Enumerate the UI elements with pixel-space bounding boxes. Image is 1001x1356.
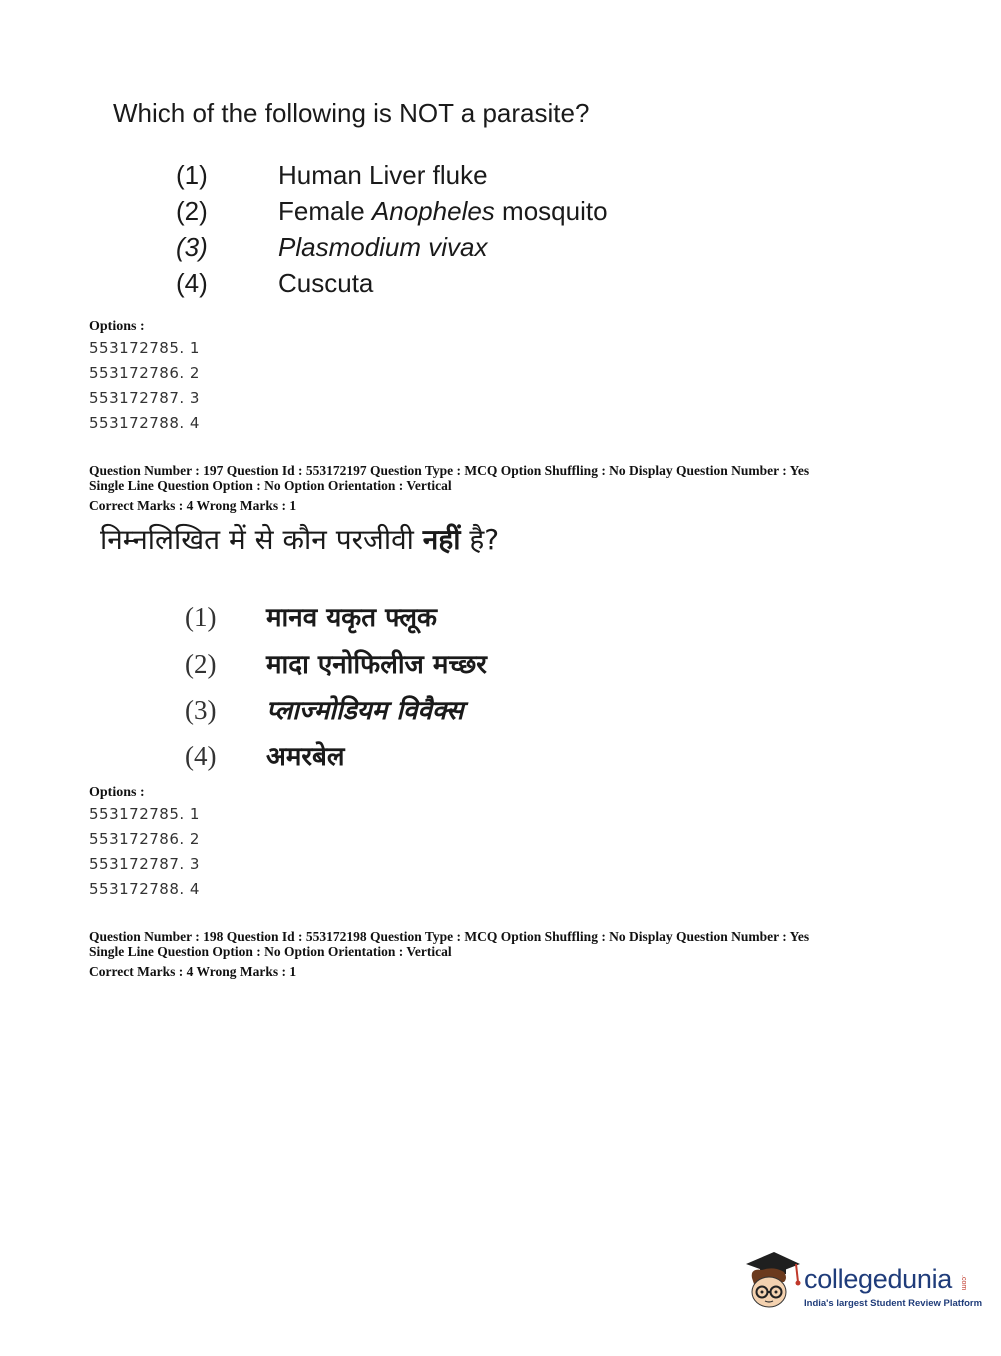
brand-tagline: India's largest Student Review Platform bbox=[804, 1298, 983, 1309]
brand-name: collegedunia bbox=[804, 1264, 953, 1294]
answer-option-3 bbox=[185, 691, 464, 727]
option-code: 553172787. 3 bbox=[89, 855, 200, 873]
option-text: Human Liver fluke bbox=[278, 160, 488, 190]
option-number: (1) bbox=[185, 602, 217, 632]
question-meta-line1: Question Number : 198 Question Id : 553172198 Question Type : MCQ Option Shuffling : No Display Question Number : Yes bbox=[89, 929, 810, 944]
answer-option-1 bbox=[185, 598, 437, 634]
option-text: मानव यकृत फ्लूक bbox=[266, 603, 437, 633]
option-code: 553172786. 2 bbox=[89, 830, 200, 848]
question-text-post: है? bbox=[460, 523, 500, 556]
option-number: (1) bbox=[176, 160, 208, 190]
answer-option-4 bbox=[176, 268, 373, 299]
question-meta-line2: Single Line Question Option : No Option Orientation : Vertical bbox=[89, 478, 452, 493]
question-text-pre: निम्नलिखित में से कौन परजीवी bbox=[100, 523, 423, 556]
answer-option-2 bbox=[185, 645, 487, 681]
option-code: 553172788. 4 bbox=[89, 880, 200, 898]
option-code: 553172786. 2 bbox=[89, 364, 200, 382]
option-number: (4) bbox=[185, 741, 217, 771]
option-text: Plasmodium vivax bbox=[278, 232, 488, 262]
option-code: 553172787. 3 bbox=[89, 389, 200, 407]
question-text-hi bbox=[100, 520, 499, 558]
student-mascot-icon bbox=[740, 1248, 802, 1312]
option-number: (2) bbox=[176, 196, 208, 226]
option-text: मादा एनोफिलीज मच्छर bbox=[266, 650, 487, 680]
option-number: (2) bbox=[185, 649, 217, 679]
question-marks: Correct Marks : 4 Wrong Marks : 1 bbox=[89, 964, 297, 979]
answer-option-4 bbox=[185, 737, 345, 773]
question-text-bold: नहीं bbox=[422, 523, 461, 556]
option-code: 553172788. 4 bbox=[89, 414, 200, 432]
brand-domain-suffix: .com bbox=[960, 1275, 967, 1291]
options-label: Options : bbox=[89, 319, 145, 334]
option-number: (3) bbox=[185, 695, 217, 725]
option-text: Cuscuta bbox=[278, 268, 374, 298]
options-label: Options : bbox=[89, 785, 145, 800]
option-text-italic: Anopheles bbox=[371, 196, 495, 226]
question-meta-line1: Question Number : 197 Question Id : 553172197 Question Type : MCQ Option Shuffling : No Display Question Number : Yes bbox=[89, 463, 810, 478]
answer-option-1 bbox=[176, 160, 488, 191]
option-number: (4) bbox=[176, 268, 208, 298]
question-meta-line2: Single Line Question Option : No Option Orientation : Vertical bbox=[89, 944, 452, 959]
question-marks: Correct Marks : 4 Wrong Marks : 1 bbox=[89, 498, 297, 513]
answer-option-2 bbox=[176, 196, 608, 227]
answer-option-3 bbox=[176, 232, 488, 263]
option-text: प्लाज्मोडियम विवैक्स bbox=[266, 696, 464, 726]
option-text-pre: Female bbox=[278, 196, 372, 226]
option-code: 553172785. 1 bbox=[89, 339, 200, 357]
question-text-en: Which of the following is NOT a parasite? bbox=[113, 98, 590, 128]
option-text: अमरबेल bbox=[266, 742, 345, 772]
option-text-post: mosquito bbox=[494, 196, 608, 226]
option-code: 553172785. 1 bbox=[89, 805, 200, 823]
option-number: (3) bbox=[176, 232, 208, 262]
